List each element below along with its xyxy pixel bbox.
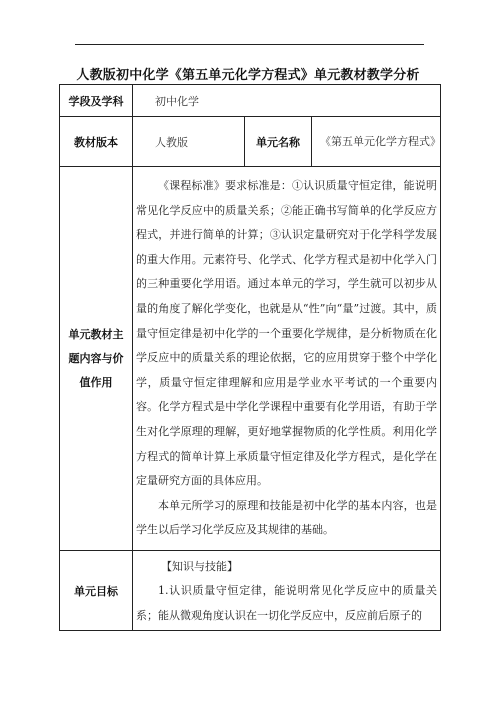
content-paragraph-1: 《课程标准》要求标准是：①认识质量守恒定律，能说明常见化学反应中的质量关系；②能正确书写简单的化学反应方程式，并进行简单的计算；③认识定量研究对于化学科学发展的重大作用。元素符号、化学式、化学方程式是初中化学入门的三种重要化学用语。通过本单元的学习，学生就可以初步从量的角度了解化学变化，也就是从“性”向“量”过渡。其中，质量守恒定律是初中化学的一个重要化学规律，是分析物质在化学反应中的质量关系的理论依据，它的应用贯穿于整个中学化学，质量守恒定律理解和应用是学业水平考试的一个重要内容。化学方程式是中学化学课程中重要有化学用语，有助于学生对化学原理的理解，更好地掌握物质的化学性质。利用化学方程式的简单计算上承质量守恒定律及化学方程式，是化学在定量研究方面的具体应用。 [136, 179, 438, 488]
row-stage [60, 85, 441, 117]
content-label: 单元教材主题内容与价值作用 [60, 167, 133, 551]
goal-heading: 【知识与技能】 [161, 560, 238, 573]
row-goal [60, 551, 441, 631]
goal-label: 单元目标 [60, 551, 133, 631]
stage-value: 初中化学 [133, 85, 441, 117]
unit-label: 单元名称 [245, 117, 312, 167]
content-cell [133, 167, 441, 551]
header-rule [75, 44, 424, 45]
textbook-label: 教材版本 [60, 117, 133, 167]
stage-label: 学段及学科 [60, 85, 133, 117]
document-title: 人教版初中化学《第五单元化学方程式》单元教材教学分析 [76, 68, 420, 83]
row-content [60, 167, 441, 551]
textbook-value: 人教版 [133, 117, 245, 167]
row-textbook [60, 117, 441, 167]
content-paragraph-2: 本单元所学习的原理和技能是初中化学的基本内容，也是学生以后学习化学反应及其规律的基础。 [136, 498, 438, 537]
goal-cell [133, 551, 441, 631]
unit-value: 《第五单元化学方程式》 [312, 117, 441, 167]
analysis-table [59, 84, 441, 631]
goal-paragraph-1: 1.认识质量守恒定律，能说明常见化学反应中的质量关系；能从微观角度认识在一切化学反应中，反应前后原子的 [136, 584, 438, 622]
